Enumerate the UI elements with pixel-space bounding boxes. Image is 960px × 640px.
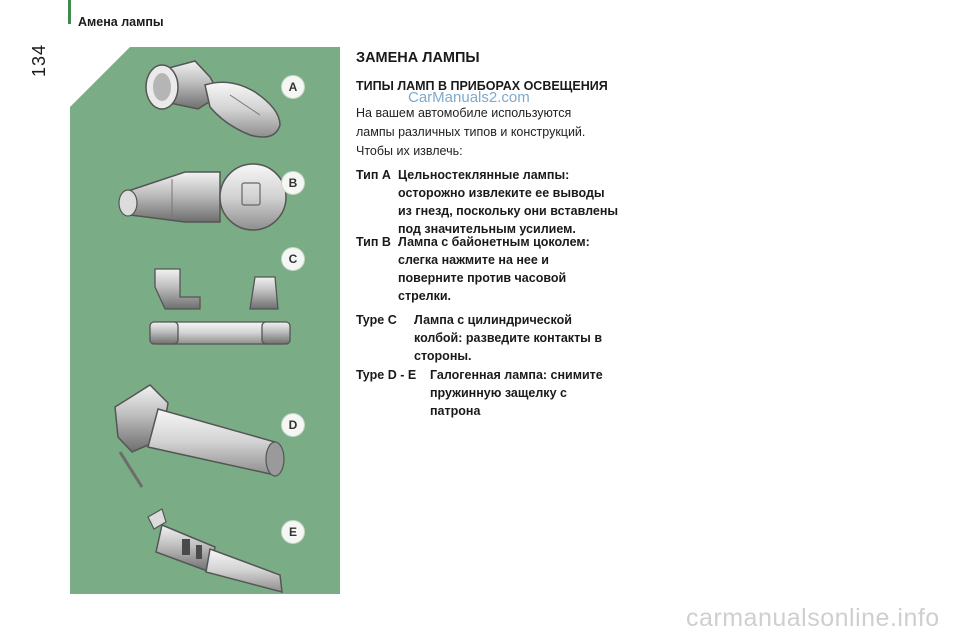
subtitle: ТИПЫ ЛАМП В ПРИБОРАХ ОСВЕЩЕНИЯ	[356, 79, 608, 93]
intro-paragraph	[356, 104, 646, 161]
section-rule	[68, 0, 71, 24]
description-line: под значительным усилием.	[398, 222, 576, 236]
lamp-type-description	[398, 166, 638, 238]
description-line: слегка нажмите на нее и	[398, 253, 549, 267]
lamp-badge-c: C	[281, 247, 305, 271]
description-line: осторожно извлеките ее выводы	[398, 186, 605, 200]
description-line: Цельностеклянные лампы:	[398, 168, 570, 182]
lamp-type-label: Тип А	[356, 168, 391, 182]
page-number-text: 134	[29, 43, 50, 77]
panel-corner-cut	[70, 47, 130, 107]
lamp-badge-a: A	[281, 75, 305, 99]
lamp-e-illustration	[148, 509, 282, 592]
lamp-type-description	[430, 366, 650, 420]
description-line: стороны.	[414, 349, 472, 363]
intro-line: На вашем автомобиле используются	[356, 106, 572, 120]
description-line: патрона	[430, 404, 481, 418]
lamp-c-illustration	[150, 269, 290, 344]
description-line: колбой: разведите контакты в	[414, 331, 603, 345]
lamp-illustrations	[70, 47, 340, 594]
lamp-a-illustration	[146, 61, 280, 137]
lamp-type-label: Type D - E	[356, 368, 417, 382]
section-header: Амена лампы	[78, 15, 164, 29]
lamp-illustration-panel	[70, 47, 340, 594]
description-line: из гнезд, поскольку они вставлены	[398, 204, 619, 218]
description-line: пружинную защелку с	[430, 386, 567, 400]
lamp-b-illustration	[119, 164, 286, 230]
watermark-bottom: carmanualsonline.info	[686, 604, 940, 632]
watermark-top: CarManuals2.com	[408, 89, 530, 106]
lamp-type-description	[398, 233, 638, 305]
lamp-type-label: Type C	[356, 313, 397, 327]
lamp-d-illustration	[115, 385, 284, 487]
lamp-badge-e: E	[281, 520, 305, 544]
description-line: Лампа с байонетным цоколем:	[398, 235, 590, 249]
description-line: поверните против часовой	[398, 271, 567, 285]
description-line: Лампа с цилиндрической	[414, 313, 572, 327]
description-line: стрелки.	[398, 289, 452, 303]
intro-line: Чтобы их извлечь:	[356, 144, 463, 158]
intro-line: лампы различных типов и конструкций.	[356, 125, 586, 139]
lamp-badge-d: D	[281, 413, 305, 437]
description-line: Галогенная лампа: снимите	[430, 368, 603, 382]
lamp-type-description	[414, 311, 654, 365]
lamp-badge-b: B	[281, 171, 305, 195]
lamp-type-label: Тип В	[356, 235, 391, 249]
page-number	[20, 40, 60, 80]
main-title: ЗАМЕНА ЛАМПЫ	[356, 50, 480, 66]
